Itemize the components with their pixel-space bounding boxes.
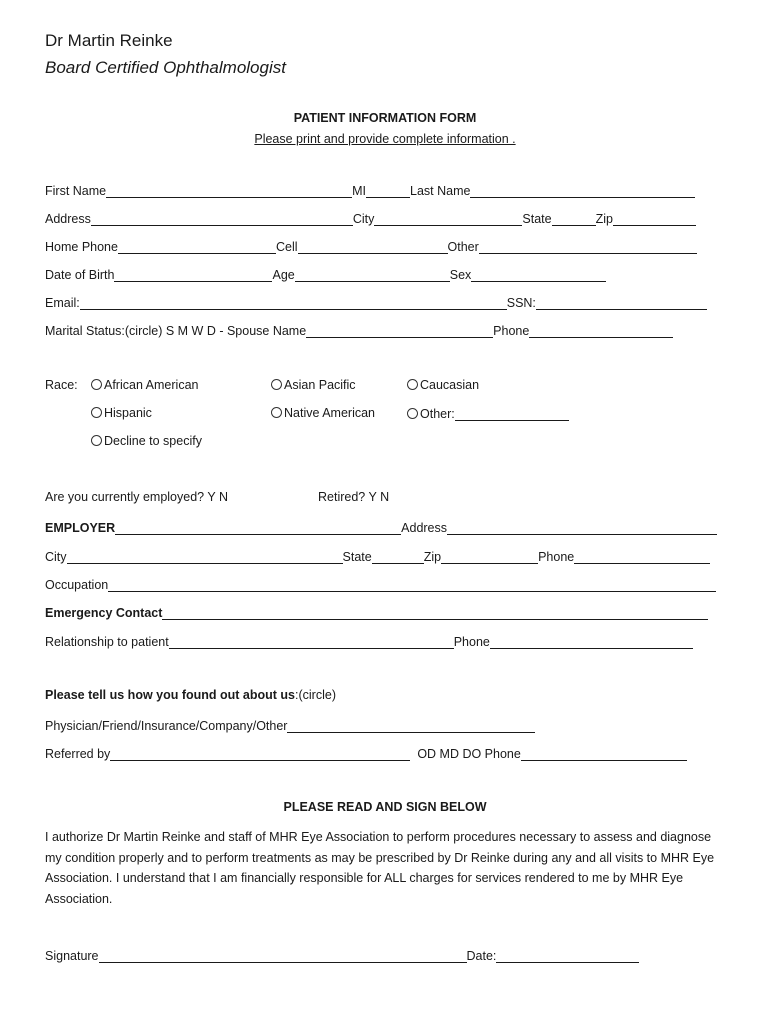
consent-heading: PLEASE READ AND SIGN BELOW bbox=[283, 800, 487, 814]
ssn-field[interactable] bbox=[536, 295, 707, 310]
employer-phone-field[interactable] bbox=[574, 549, 710, 564]
race-option[interactable] bbox=[407, 378, 479, 392]
race-option-label: Other: bbox=[420, 407, 455, 421]
race-option[interactable] bbox=[271, 406, 375, 420]
employer-city-label: City bbox=[45, 550, 67, 564]
sources-row bbox=[45, 715, 535, 733]
zip-label: Zip bbox=[595, 212, 613, 226]
referral-question-bold: Please tell us how you found out about us bbox=[45, 688, 296, 702]
home-phone-label: Home Phone bbox=[45, 240, 118, 254]
emergency-phone-field[interactable] bbox=[490, 634, 693, 649]
occupation-row bbox=[45, 574, 716, 592]
race-label: Race: bbox=[45, 378, 78, 392]
employer-zip-label: Zip bbox=[423, 550, 442, 564]
radio-circle-icon bbox=[271, 379, 282, 390]
relationship-row bbox=[45, 631, 693, 649]
dob-label: Date of Birth bbox=[45, 268, 115, 282]
emergency-row bbox=[45, 602, 708, 620]
employer-address-label: Address bbox=[401, 521, 448, 535]
emergency-phone-label: Phone bbox=[453, 635, 490, 649]
form-title: PATIENT INFORMATION FORM bbox=[293, 111, 477, 125]
referral-question bbox=[45, 688, 336, 702]
sources-label: Physician/Friend/Insurance/Company/Other bbox=[45, 719, 288, 733]
ssn-label: SSN: bbox=[506, 296, 536, 310]
form-subtitle: Please print and provide complete information . bbox=[254, 132, 516, 146]
race-option-label: Asian Pacific bbox=[284, 378, 356, 392]
spouse-name-field[interactable] bbox=[306, 323, 493, 338]
radio-circle-icon bbox=[407, 379, 418, 390]
first-name-label: First Name bbox=[45, 184, 107, 198]
other-phone-label: Other bbox=[447, 240, 479, 254]
race-option-label: Caucasian bbox=[420, 378, 480, 392]
race-option-label: African American bbox=[104, 378, 199, 392]
referred-by-label: Referred by bbox=[45, 747, 111, 761]
race-option[interactable] bbox=[91, 434, 202, 448]
radio-circle-icon bbox=[91, 435, 102, 446]
address-label: Address bbox=[45, 212, 91, 226]
employer-zip-field[interactable] bbox=[441, 549, 538, 564]
first-name-field[interactable] bbox=[106, 183, 352, 198]
relationship-field[interactable] bbox=[169, 634, 454, 649]
signature-field[interactable] bbox=[99, 948, 467, 963]
state-label: State bbox=[522, 212, 552, 226]
spouse-phone-field[interactable] bbox=[529, 323, 673, 338]
sex-field[interactable] bbox=[471, 267, 606, 282]
employer-city-row bbox=[45, 546, 710, 564]
employer-state-field[interactable] bbox=[372, 549, 424, 564]
referrer-phone-field[interactable] bbox=[521, 746, 687, 761]
referral-question-suffix: :(circle) bbox=[295, 688, 336, 702]
sex-label: Sex bbox=[449, 268, 472, 282]
emergency-field[interactable] bbox=[162, 605, 708, 620]
other-phone-field[interactable] bbox=[479, 239, 697, 254]
relationship-label: Relationship to patient bbox=[45, 635, 169, 649]
occupation-label: Occupation bbox=[45, 578, 109, 592]
home-phone-field[interactable] bbox=[118, 239, 276, 254]
signature-label: Signature bbox=[45, 949, 99, 963]
employer-address-field[interactable] bbox=[447, 520, 717, 535]
cell-label: Cell bbox=[275, 240, 298, 254]
dob-row bbox=[45, 264, 606, 282]
employer-row bbox=[45, 517, 717, 535]
dob-field[interactable] bbox=[114, 267, 272, 282]
race-option[interactable] bbox=[271, 378, 356, 392]
signature-row bbox=[45, 945, 639, 963]
doctor-name: Dr Martin Reinke bbox=[45, 31, 173, 50]
employed-question: Are you currently employed? Y N bbox=[45, 490, 228, 504]
zip-field[interactable] bbox=[613, 211, 696, 226]
referred-by-field[interactable] bbox=[110, 746, 410, 761]
name-row bbox=[45, 180, 695, 198]
race-option-label: Hispanic bbox=[104, 406, 152, 420]
address-row bbox=[45, 208, 696, 226]
last-name-label: Last Name bbox=[410, 184, 471, 198]
doctor-title: Board Certified Ophthalmologist bbox=[45, 58, 286, 77]
consent-text: I authorize Dr Martin Reinke and staff of MHR Eye Association to perform procedures necessary to assess and diagnose my condition properly and to perform treatments as may be prescribed by Dr Reinke during any and all visits to MHR Eye Association. I understand that I am financially responsible for ALL charges for services rendered to me by MHR Eye Association. bbox=[45, 830, 715, 906]
address-field[interactable] bbox=[91, 211, 353, 226]
radio-circle-icon bbox=[407, 408, 418, 419]
date-label: Date: bbox=[466, 949, 497, 963]
age-field[interactable] bbox=[295, 267, 450, 282]
cell-field[interactable] bbox=[298, 239, 448, 254]
date-field[interactable] bbox=[496, 948, 639, 963]
employer-field[interactable] bbox=[115, 520, 401, 535]
race-option[interactable] bbox=[91, 406, 152, 420]
city-label: City bbox=[352, 212, 375, 226]
retired-question: Retired? Y N bbox=[318, 490, 390, 504]
emergency-label: Emergency Contact bbox=[45, 606, 163, 620]
referred-row bbox=[45, 743, 687, 761]
employer-phone-label: Phone bbox=[538, 550, 575, 564]
email-field[interactable] bbox=[80, 295, 507, 310]
race-option[interactable] bbox=[91, 378, 198, 392]
email-row bbox=[45, 292, 707, 310]
race-option-label: Native American bbox=[284, 406, 376, 420]
radio-circle-icon bbox=[271, 407, 282, 418]
marital-label: Marital Status:(circle) S M W D - Spouse Name bbox=[45, 324, 307, 338]
email-label: Email: bbox=[45, 296, 80, 310]
radio-circle-icon bbox=[91, 379, 102, 390]
race-option-label: Decline to specify bbox=[104, 434, 202, 448]
state-field[interactable] bbox=[552, 211, 596, 226]
occupation-field[interactable] bbox=[108, 577, 716, 592]
spouse-phone-label: Phone bbox=[493, 324, 530, 338]
race-option-other[interactable] bbox=[407, 406, 569, 421]
sources-field[interactable] bbox=[287, 718, 535, 733]
employer-city-field[interactable] bbox=[67, 549, 343, 564]
marital-row bbox=[45, 320, 673, 338]
age-label: Age bbox=[272, 268, 295, 282]
last-name-field[interactable] bbox=[470, 183, 695, 198]
radio-circle-icon bbox=[91, 407, 102, 418]
employer-label: EMPLOYER bbox=[45, 521, 116, 535]
mi-label: MI bbox=[352, 184, 367, 198]
city-field[interactable] bbox=[374, 211, 522, 226]
employer-state-label: State bbox=[342, 550, 372, 564]
mi-field[interactable] bbox=[366, 183, 410, 198]
phone-row bbox=[45, 236, 697, 254]
degrees-label: OD MD DO Phone bbox=[417, 747, 521, 761]
race-other-field[interactable] bbox=[455, 406, 569, 421]
